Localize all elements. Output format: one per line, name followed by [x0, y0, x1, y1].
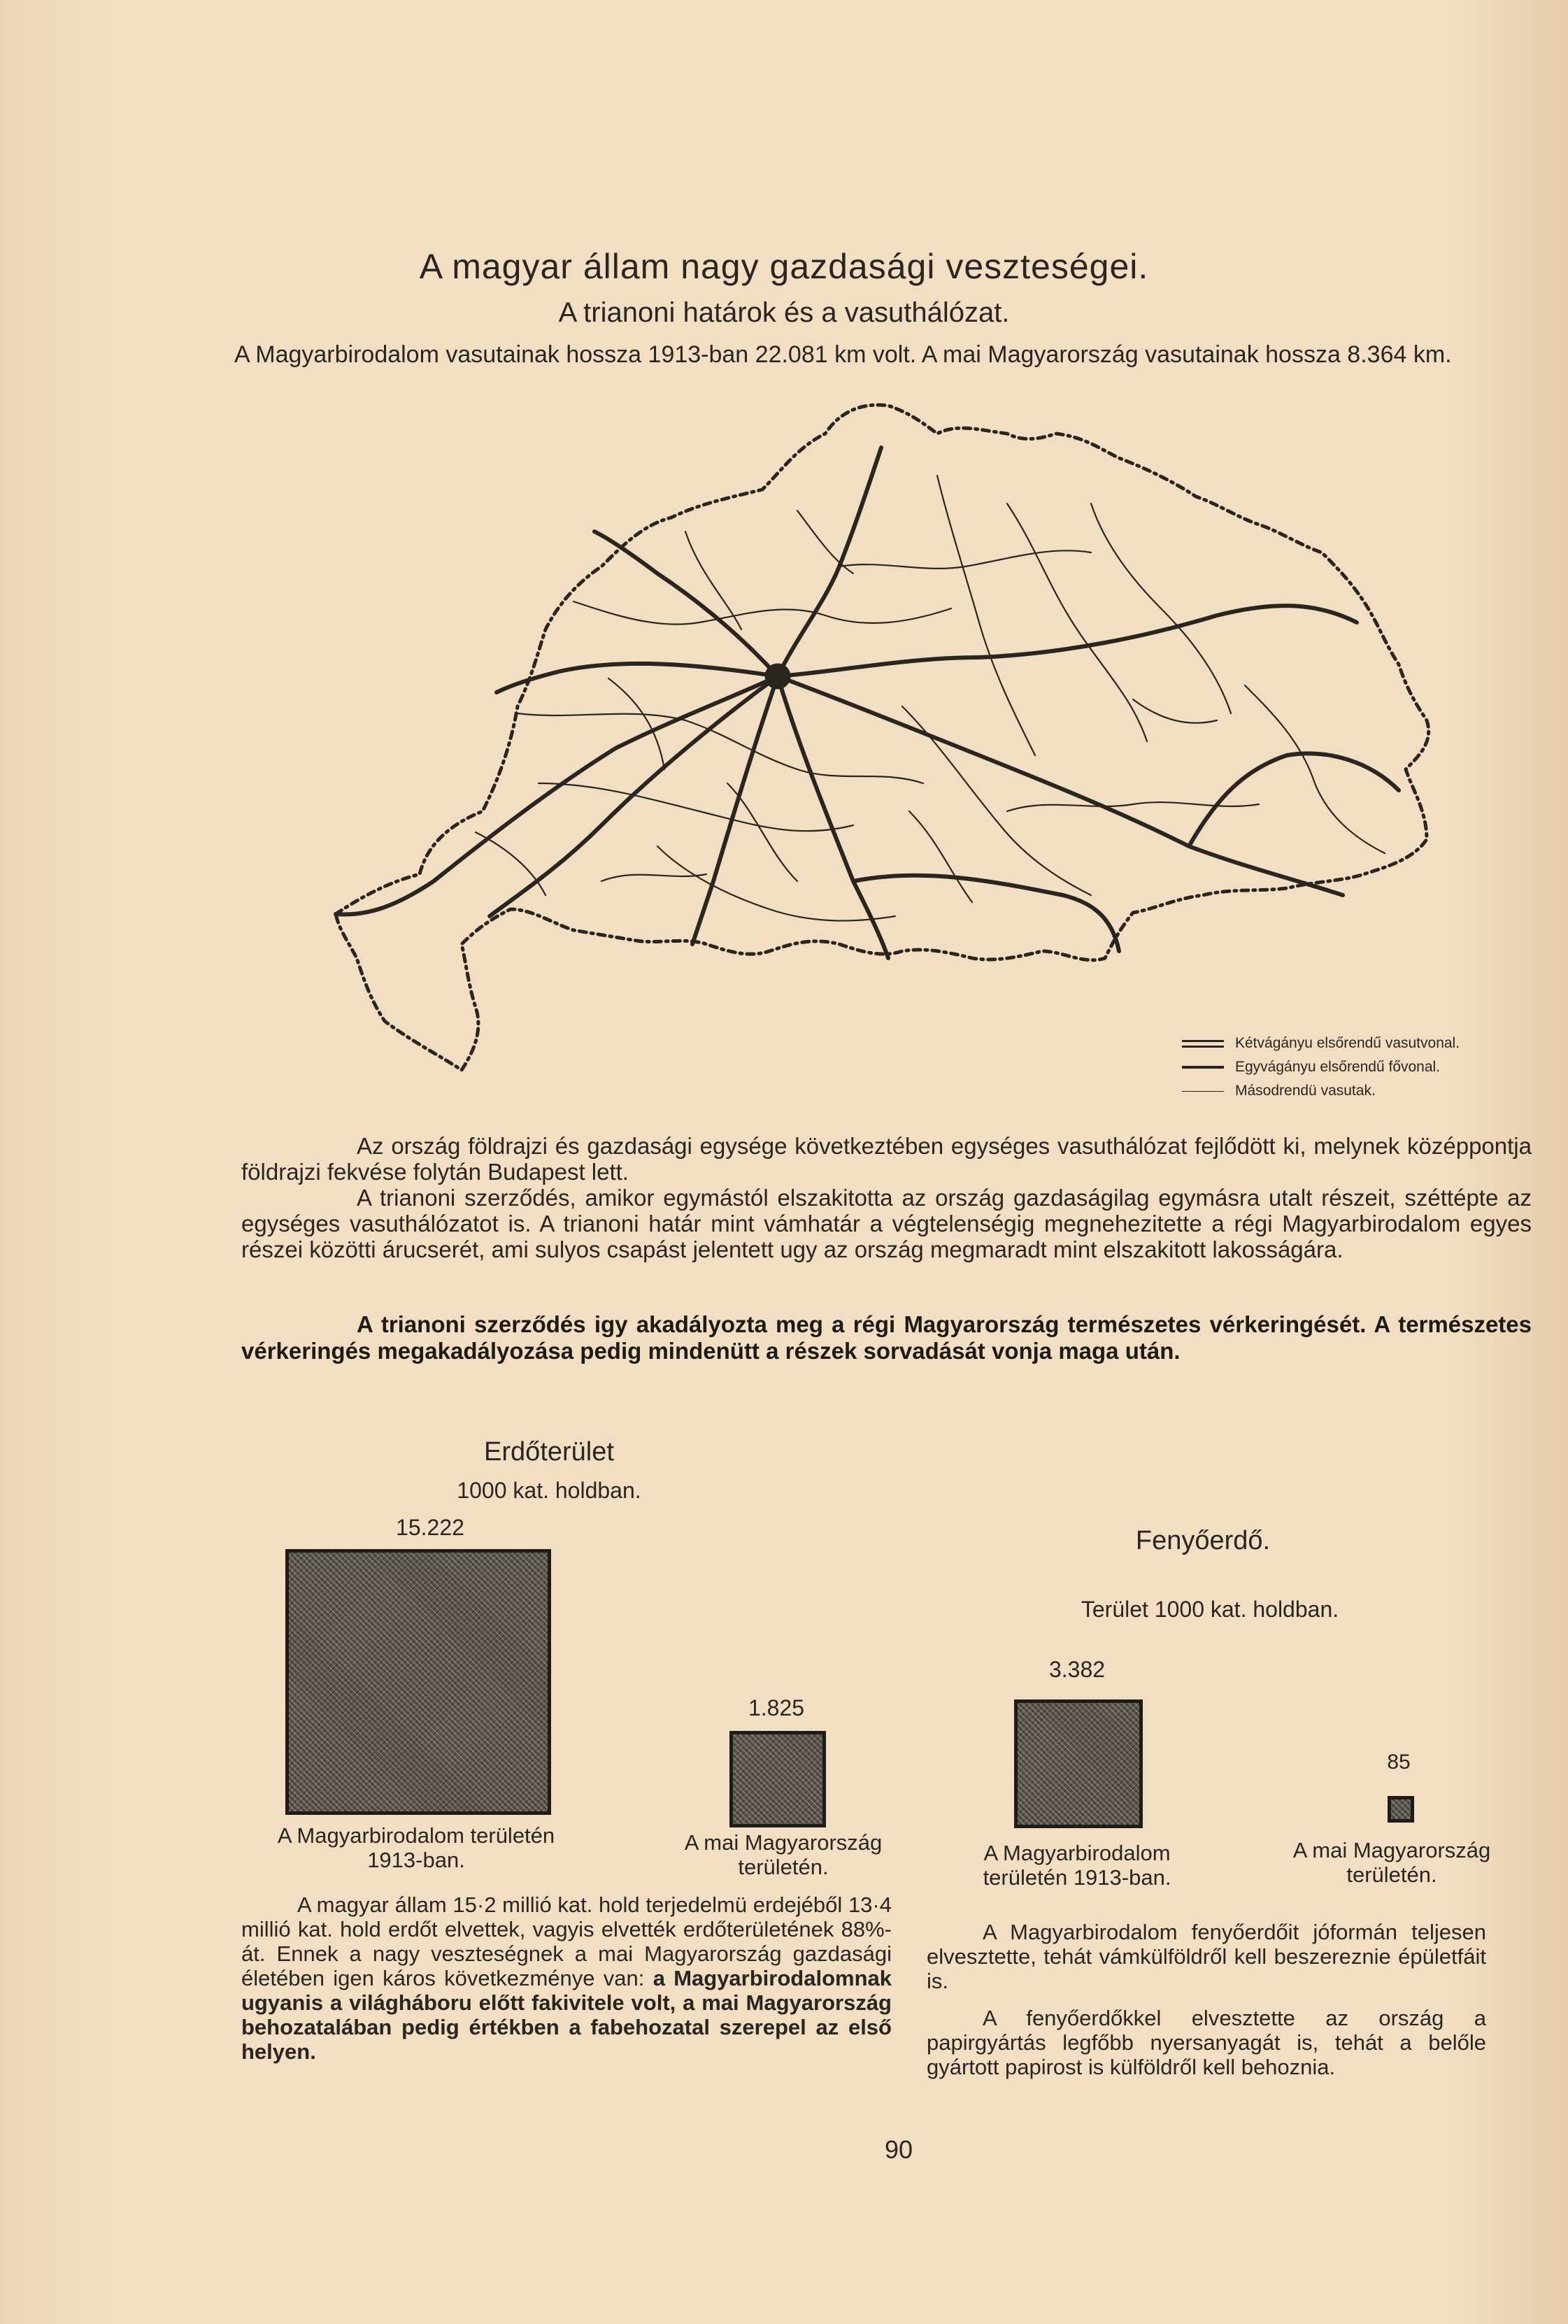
pine-note: [927, 1920, 1486, 2079]
pine-value-label-2: 85: [1387, 1751, 1411, 1774]
pine-bar-current: [1388, 1796, 1414, 1823]
paragraph-1: Az ország földrajzi és gazdasági egysége következtében egységes vasuthálózat fejlődött ki, melynek középpontja földrajzi fekvése folytán Budapest lett.: [241, 1133, 1532, 1185]
forest-note: [241, 1892, 892, 2064]
bold-paragraph: [241, 1311, 1532, 1364]
forest-value-label-2: 1.825: [748, 1695, 805, 1720]
pine-label-1913-line1: A Magyarbirodalom: [983, 1841, 1171, 1865]
forest-bar-current: [729, 1731, 826, 1827]
pine-label-current: [1252, 1838, 1532, 1887]
railway-map: [308, 392, 1455, 1098]
pine-note-1: A Magyarbirodalom fenyőerdőit jóformán teljesen elvesztette, tehát vámkülföldről kell beszereznie épületfáit is.: [927, 1920, 1486, 1993]
legend-label-double: Kétvágányu elsőrendű vasutvonal.: [1235, 1035, 1460, 1051]
pine-label-current-line2: területén.: [1346, 1862, 1437, 1887]
forest-label-1913: [231, 1823, 601, 1872]
page-number: 90: [884, 2135, 913, 2164]
forest-label-current-line2: területén.: [738, 1855, 829, 1879]
double-line-swatch: [1182, 1040, 1224, 1048]
forest-label-1913-line1: A Magyarbirodalom területén: [277, 1823, 555, 1848]
forest-note-bold: a Magyarbirodalomnak ugyanis a világháboru előtt fakivitele volt, a mai Magyarország behozatalában pedig értékben a fabehozatal szerepel az első helyen.: [241, 1966, 892, 2064]
forest-value-label-1: 15.222: [396, 1515, 464, 1540]
legend-label-secondary: Másodrendü vasutak.: [1235, 1083, 1376, 1099]
forest-label-current: [636, 1830, 930, 1879]
secondary-line-swatch: [1182, 1091, 1224, 1092]
body-text: [241, 1133, 1532, 1262]
legend-item-single: [1182, 1055, 1460, 1079]
single-line-swatch: [1182, 1066, 1224, 1069]
pine-label-1913-line2: területén 1913-ban.: [983, 1865, 1171, 1890]
forest-chart-title: Erdőterület: [484, 1437, 614, 1467]
pine-bar-1913: [1014, 1699, 1143, 1828]
pine-note-2: A fenyőerdőkkel elvesztette az ország a papirgyártás legfőbb nyersanyagát is, tehát a belőle gyártott papirost is külföldről kell behoznia.: [927, 2006, 1486, 2079]
forest-note-text: A magyar állam 15·2 millió kat. hold terjedelmü erdejéből 13·4 millió kat. hold erdőt elvettek, vagyis elvették erdőterületének 88%-át. Ennek a nagy veszteségnek a mai Magyarország gazdasági életében igen káros következménye van:: [241, 1892, 892, 1990]
paragraph-3: A trianoni szerződés igy akadályozta meg a régi Magyarország természetes vérkeringését. A természetes vérkeringés megakadályozása pedig mindenütt a részek sorvadását vonja maga után.: [241, 1311, 1532, 1364]
intro-line: A Magyarbirodalom vasutainak hossza 1913-ban 22.081 km volt. A mai Magyarország vasutainak hossza 8.364 km.: [234, 341, 1452, 368]
pine-value-label-1: 3.382: [1048, 1657, 1106, 1682]
page-subtitle: A trianoni határok és a vasuthálózat.: [558, 297, 1010, 328]
page-title: A magyar állam nagy gazdasági veszteségei.: [419, 247, 1149, 286]
paragraph-2: A trianoni szerződés, amikor egymástól elszakitotta az ország gazdaságilag egymásra utalt részeit, széttépte az egységes vasuthálózatot is. A trianoni határ mint vámhatár a végtelenségig megnehezitette a régi Magyarbirodalom egyes részei közötti árucserét, ami sulyos csapást jelentett ugy az ország megmaradt mint elszakitott lakosságára.: [241, 1185, 1532, 1262]
forest-bar-1913: [285, 1549, 551, 1815]
forest-chart-subtitle: 1000 kat. holdban.: [457, 1478, 641, 1503]
forest-label-current-line1: A mai Magyarország: [684, 1830, 883, 1855]
pine-chart-subtitle: Terület 1000 kat. holdban.: [1081, 1597, 1339, 1622]
pine-chart-title: Fenyőerdő.: [1135, 1526, 1271, 1555]
map-legend: [1182, 1032, 1460, 1103]
pine-label-current-line1: A mai Magyarország: [1292, 1838, 1491, 1862]
legend-item-secondary: [1182, 1079, 1460, 1103]
border-outline: [336, 405, 1429, 1070]
legend-item-double: [1182, 1032, 1460, 1055]
forest-label-1913-line2: 1913-ban.: [367, 1848, 465, 1872]
legend-label-single: Egyvágányu elsőrendű fővonal.: [1235, 1059, 1441, 1075]
pine-label-1913: [937, 1841, 1217, 1890]
